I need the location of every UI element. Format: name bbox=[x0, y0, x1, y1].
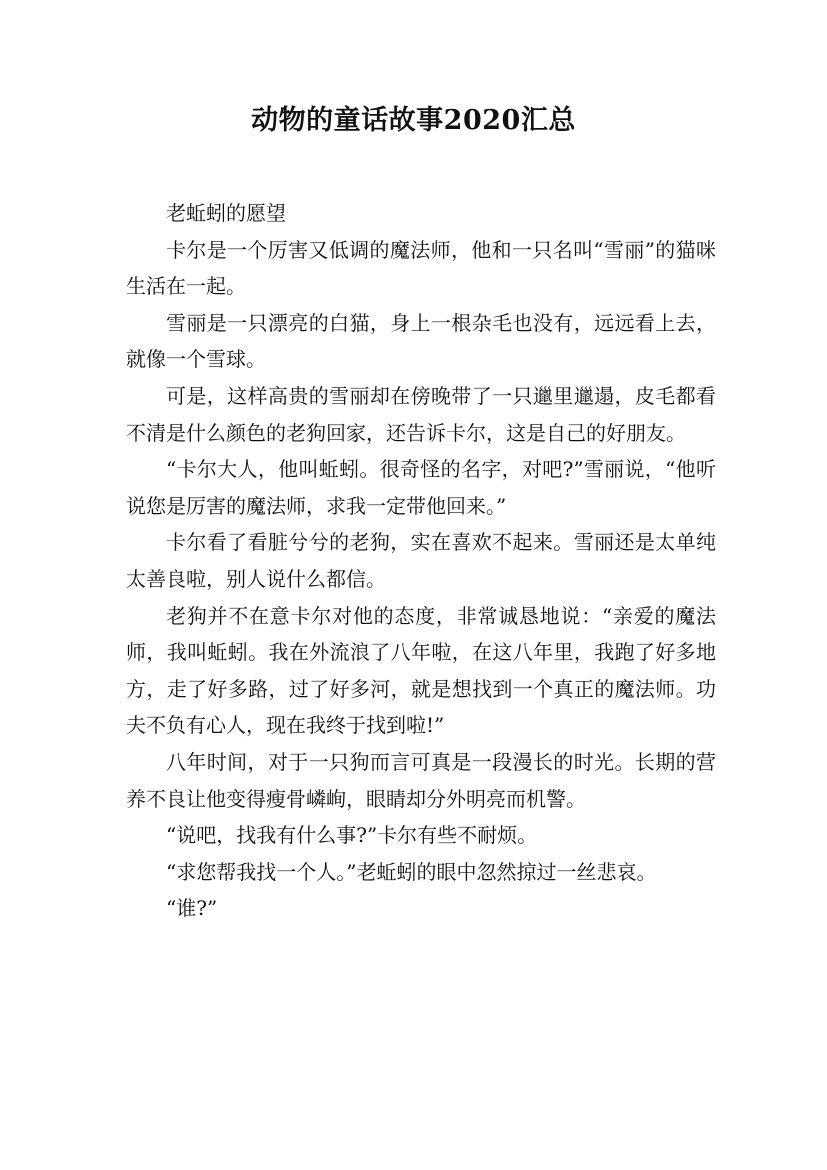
paragraph: 可是，这样高贵的雪丽却在傍晚带了一只邋里邋遢，皮毛都看不清是什么颜色的老狗回家，还告诉卡尔，这是自己的好朋友。 bbox=[126, 383, 716, 445]
paragraph: “求您帮我找一个人。”老蚯蚓的眼中忽然掠过一丝悲哀。 bbox=[166, 859, 657, 884]
paragraph: “卡尔大人，他叫蚯蚓。很奇怪的名字，对吧?”雪丽说，“他听说您是厉害的魔法师，求我一定带他回来。” bbox=[126, 457, 716, 518]
paragraph: 卡尔看了看脏兮兮的老狗，实在喜欢不起来。雪丽还是太单纯太善良啦，别人说什么都信。 bbox=[126, 530, 716, 591]
paragraph: 雪丽是一只漂亮的白猫，身上一根杂毛也没有，远远看上去，就像一个雪球。 bbox=[126, 310, 716, 372]
paragraph: “谁?” bbox=[166, 896, 218, 921]
document-title: 动物的童话故事2020汇总 bbox=[251, 105, 576, 136]
paragraph: 老狗并不在意卡尔对他的态度，非常诚恳地说：“亲爱的魔法师，我叫蚯蚓。我在外流浪了八年啦，在这八年里，我跑了好多地方，走了好多路，过了好多河，就是想找到一个真正的魔法师。功夫不负有心人，现在我终于找到啦!” bbox=[126, 603, 716, 738]
story-title: 老蚯蚓的愿望 bbox=[166, 201, 286, 225]
paragraph: “说吧，找我有什么事?”卡尔有些不耐烦。 bbox=[166, 823, 538, 848]
paragraph: 卡尔是一个厉害又低调的魔法师，他和一只名叫“雪丽”的猫咪生活在一起。 bbox=[126, 237, 716, 299]
paragraph: 八年时间，对于一只狗而言可真是一段漫长的时光。长期的营养不良让他变得瘦骨嶙峋，眼睛却分外明亮而机警。 bbox=[126, 749, 716, 811]
document-body bbox=[126, 195, 716, 927]
